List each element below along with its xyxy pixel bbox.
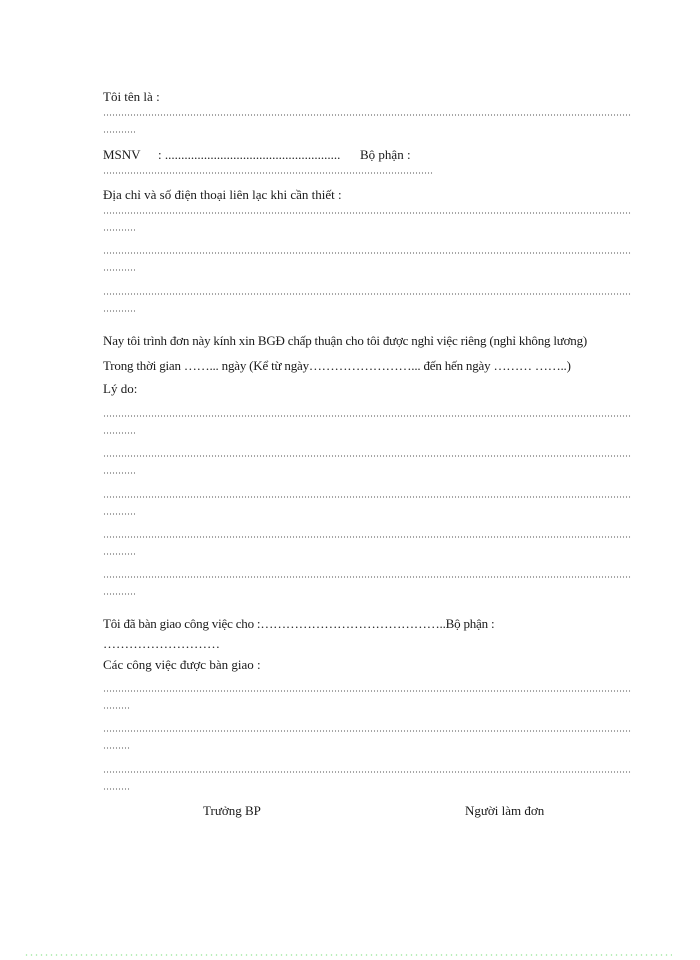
- reason-field-dots-1[interactable]: [103, 415, 631, 417]
- department-label: Bộ phận :: [360, 147, 411, 162]
- address-field-dots-3-cont[interactable]: [103, 310, 135, 312]
- department-head-signature-label: Trưởng BP: [203, 803, 261, 818]
- page-boundary-divider: [24, 954, 672, 956]
- reason-field-dots-4[interactable]: [103, 536, 631, 538]
- reason-field-dots-3-cont[interactable]: [103, 513, 135, 515]
- address-field-dots-3[interactable]: [103, 293, 631, 295]
- msnv-field[interactable]: : ......................................................: [158, 147, 341, 162]
- name-field-dots-cont[interactable]: [103, 131, 135, 133]
- tasks-field-dots-2-cont[interactable]: [103, 747, 130, 749]
- reason-field-dots-5[interactable]: [103, 576, 631, 578]
- msnv-label: MSNV: [103, 147, 141, 162]
- department-field-dots[interactable]: [103, 172, 433, 174]
- tasks-field-dots-3-cont[interactable]: [103, 788, 130, 790]
- tasks-field-dots-3[interactable]: [103, 771, 631, 773]
- tasks-field-dots-1-cont[interactable]: [103, 707, 130, 709]
- name-label: Tôi tên là :: [103, 89, 160, 104]
- address-field-dots-2-cont[interactable]: [103, 269, 135, 271]
- address-field-dots-1[interactable]: [103, 212, 631, 214]
- request-text: Nay tôi trình đơn này kính xin BGĐ chấp thuận cho tôi được nghỉ việc riêng (nghỉ không lương): [103, 333, 588, 348]
- reason-field-dots-3[interactable]: [103, 496, 631, 498]
- handover-text: Tôi đã bàn giao công việc cho :……………………………………..Bộ phận :: [103, 616, 495, 631]
- applicant-signature-label: Người làm đơn: [465, 803, 545, 818]
- period-text: Trong thời gian ……... ngày (Kể từ ngày……………………... đến hến ngày ……… ……..): [103, 358, 571, 373]
- tasks-label: Các công việc được bàn giao :: [103, 657, 261, 672]
- reason-field-dots-2-cont[interactable]: [103, 472, 135, 474]
- reason-label: Lý do:: [103, 381, 138, 396]
- reason-field-dots-5-cont[interactable]: [103, 593, 135, 595]
- address-field-dots-2[interactable]: [103, 252, 631, 254]
- tasks-field-dots-2[interactable]: [103, 730, 631, 732]
- reason-field-dots-2[interactable]: [103, 455, 631, 457]
- reason-field-dots-4-cont[interactable]: [103, 553, 135, 555]
- tasks-field-dots-1[interactable]: [103, 690, 631, 692]
- reason-field-dots-1-cont[interactable]: [103, 432, 135, 434]
- address-field-dots-1-cont[interactable]: [103, 229, 135, 231]
- handover-department-dots[interactable]: ………………………: [103, 636, 220, 651]
- name-field-dots[interactable]: [103, 114, 631, 116]
- address-label: Địa chỉ và số điện thoại liên lạc khi cần thiết :: [103, 187, 342, 202]
